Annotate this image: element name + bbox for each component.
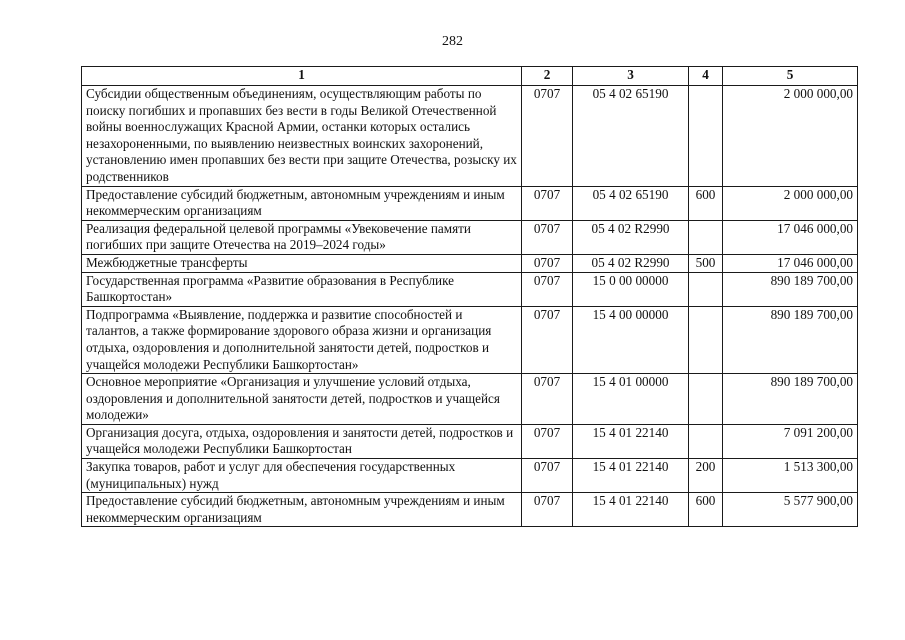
row-section-code: 0707 bbox=[522, 254, 573, 272]
row-section-code: 0707 bbox=[522, 220, 573, 254]
row-target-code: 15 4 00 00000 bbox=[573, 306, 689, 373]
header-col-1: 1 bbox=[82, 67, 522, 86]
table-body bbox=[82, 86, 858, 527]
row-amount: 890 189 700,00 bbox=[723, 272, 858, 306]
row-expense-code bbox=[689, 220, 723, 254]
row-name: Предоставление субсидий бюджетным, автономным учреждениям и иным некоммерческим организациям bbox=[82, 493, 522, 527]
row-expense-code bbox=[689, 424, 723, 458]
row-target-code: 15 0 00 00000 bbox=[573, 272, 689, 306]
row-name: Организация досуга, отдыха, оздоровления и занятости детей, подростков и учащейся молодежи Республики Башкортостан bbox=[82, 424, 522, 458]
row-amount: 17 046 000,00 bbox=[723, 254, 858, 272]
table-row bbox=[82, 374, 858, 425]
row-expense-code bbox=[689, 374, 723, 425]
table-row bbox=[82, 459, 858, 493]
table-row bbox=[82, 424, 858, 458]
row-name: Реализация федеральной целевой программы «Увековечение памяти погибших при защите Отечества на 2019–2024 годы» bbox=[82, 220, 522, 254]
table-header bbox=[82, 67, 858, 86]
row-expense-code bbox=[689, 86, 723, 187]
row-name: Подпрограмма «Выявление, поддержка и развитие способностей и талантов, а также формирование здорового образа жизни и организация отдыха, оздоровления и дополнительной занятости детей, подростков и учащейся молодежи Республики Башкортостан» bbox=[82, 306, 522, 373]
header-col-4: 4 bbox=[689, 67, 723, 86]
row-target-code: 15 4 01 22140 bbox=[573, 493, 689, 527]
table-row bbox=[82, 306, 858, 373]
row-name: Субсидии общественным объединениям, осуществляющим работы по поиску погибших и пропавших без вести в годы Великой Отечественной войны военнослужащих Красной Армии, останки которых остались незахороненными, по выявлению неизвестных воинских захоронений, установлению имен пропавших без вести при защите Отечества, розыску их родственников bbox=[82, 86, 522, 187]
table-row bbox=[82, 254, 858, 272]
table-row bbox=[82, 86, 858, 187]
row-expense-code bbox=[689, 272, 723, 306]
row-target-code: 05 4 02 65190 bbox=[573, 86, 689, 187]
row-section-code: 0707 bbox=[522, 86, 573, 187]
page-number: 282 bbox=[442, 34, 463, 49]
row-target-code: 15 4 01 22140 bbox=[573, 459, 689, 493]
budget-table bbox=[81, 66, 858, 527]
row-target-code: 05 4 02 R2990 bbox=[573, 254, 689, 272]
table-row bbox=[82, 272, 858, 306]
row-amount: 890 189 700,00 bbox=[723, 374, 858, 425]
row-section-code: 0707 bbox=[522, 424, 573, 458]
row-expense-code: 200 bbox=[689, 459, 723, 493]
header-col-3: 3 bbox=[573, 67, 689, 86]
row-section-code: 0707 bbox=[522, 306, 573, 373]
row-amount: 17 046 000,00 bbox=[723, 220, 858, 254]
row-name: Государственная программа «Развитие образования в Республике Башкортостан» bbox=[82, 272, 522, 306]
table-row bbox=[82, 493, 858, 527]
row-target-code: 05 4 02 R2990 bbox=[573, 220, 689, 254]
row-amount: 5 577 900,00 bbox=[723, 493, 858, 527]
row-amount: 890 189 700,00 bbox=[723, 306, 858, 373]
row-target-code: 15 4 01 22140 bbox=[573, 424, 689, 458]
table-row bbox=[82, 220, 858, 254]
row-section-code: 0707 bbox=[522, 493, 573, 527]
row-section-code: 0707 bbox=[522, 186, 573, 220]
row-expense-code: 600 bbox=[689, 493, 723, 527]
row-name: Закупка товаров, работ и услуг для обеспечения государственных (муниципальных) нужд bbox=[82, 459, 522, 493]
row-expense-code: 500 bbox=[689, 254, 723, 272]
row-amount: 2 000 000,00 bbox=[723, 86, 858, 187]
row-name: Предоставление субсидий бюджетным, автономным учреждениям и иным некоммерческим организациям bbox=[82, 186, 522, 220]
row-expense-code: 600 bbox=[689, 186, 723, 220]
row-section-code: 0707 bbox=[522, 374, 573, 425]
row-amount: 7 091 200,00 bbox=[723, 424, 858, 458]
row-name: Основное мероприятие «Организация и улучшение условий отдыха, оздоровления и дополнительной занятости детей, подростков и учащейся молодежи» bbox=[82, 374, 522, 425]
header-col-5: 5 bbox=[723, 67, 858, 86]
row-amount: 2 000 000,00 bbox=[723, 186, 858, 220]
row-section-code: 0707 bbox=[522, 459, 573, 493]
header-col-2: 2 bbox=[522, 67, 573, 86]
row-target-code: 15 4 01 00000 bbox=[573, 374, 689, 425]
row-target-code: 05 4 02 65190 bbox=[573, 186, 689, 220]
row-expense-code bbox=[689, 306, 723, 373]
row-section-code: 0707 bbox=[522, 272, 573, 306]
header-row bbox=[82, 67, 858, 86]
row-amount: 1 513 300,00 bbox=[723, 459, 858, 493]
row-name: Межбюджетные трансферты bbox=[82, 254, 522, 272]
table-row bbox=[82, 186, 858, 220]
